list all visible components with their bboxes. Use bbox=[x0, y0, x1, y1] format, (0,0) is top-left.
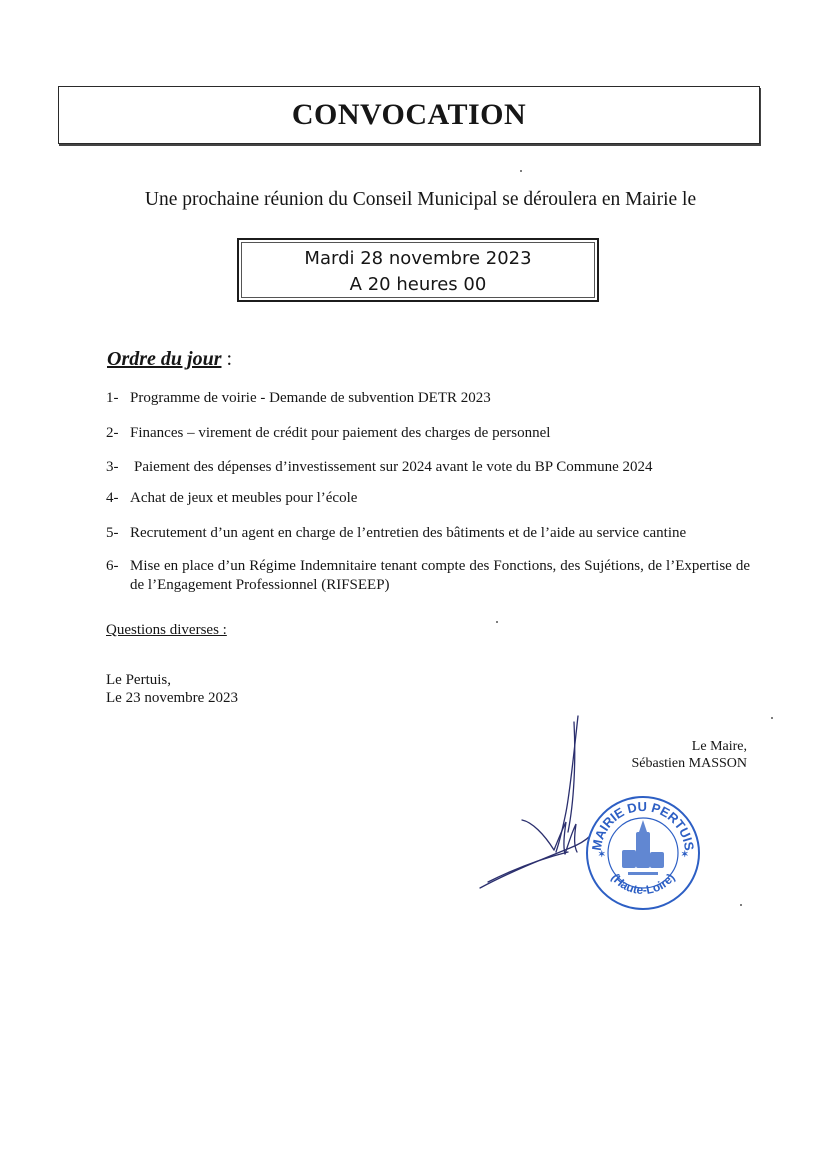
agenda-item-text: Paiement des dépenses d’investissement sur 2024 avant le vote du BP Commune 2024 bbox=[134, 459, 653, 475]
agenda-heading-suffix: : bbox=[221, 348, 233, 370]
agenda-item-text: Recrutement d’un agent en charge de l’entretien des bâtiments et de l’aide au service cantine bbox=[130, 525, 687, 541]
document-title: CONVOCATION bbox=[291, 98, 527, 131]
letter-date: Le 23 novembre 2023 bbox=[106, 690, 239, 706]
agenda-item bbox=[106, 424, 750, 443]
signature-strokes bbox=[480, 716, 590, 888]
agenda-item-text: Finances – virement de crédit pour paiement des charges de personnel bbox=[130, 425, 551, 441]
title-box bbox=[58, 86, 760, 144]
agenda-heading bbox=[107, 348, 232, 371]
agenda-item-text: Achat de jeux et meubles pour l’école bbox=[130, 490, 358, 506]
scan-speck bbox=[496, 621, 498, 623]
agenda-item-number: 6- bbox=[106, 558, 119, 574]
agenda-item bbox=[106, 557, 750, 595]
stamp-emblem-icon bbox=[622, 820, 664, 875]
agenda-item bbox=[106, 458, 750, 477]
agenda-item bbox=[106, 389, 750, 408]
agenda-item bbox=[106, 489, 750, 508]
meeting-date: Mardi 28 novembre 2023 bbox=[304, 248, 532, 269]
town-hall-stamp bbox=[584, 794, 702, 912]
intro-text: Une prochaine réunion du Conseil Municipal se déroulera en Mairie le bbox=[144, 189, 697, 210]
scan-speck bbox=[771, 717, 773, 719]
meeting-date-box bbox=[237, 238, 599, 302]
place-date bbox=[106, 671, 238, 707]
agenda-item-number: 5- bbox=[106, 525, 119, 541]
place: Le Pertuis, bbox=[106, 672, 171, 688]
agenda-heading-label: Ordre du jour bbox=[107, 348, 222, 370]
stamp-top-text: MAIRIE DU PERTUIS bbox=[588, 798, 698, 852]
stamp-star-icon: ✶ bbox=[598, 849, 606, 859]
agenda-item-text: Mise en place d’un Régime Indemnitaire tenant compte des Fonctions, des Sujétions, de l’Expertise de de l’Engagement Professionnel (RIFSEEP) bbox=[130, 558, 750, 593]
agenda-item-number: 1- bbox=[106, 390, 119, 406]
agenda-item bbox=[106, 524, 750, 543]
agenda-item-text: Programme de voirie - Demande de subvention DETR 2023 bbox=[130, 390, 491, 406]
stamp-bottom-text: (Haute-Loire) bbox=[608, 870, 678, 898]
agenda-item-number: 3- bbox=[106, 459, 119, 475]
signer-block bbox=[631, 738, 747, 772]
signer-name: Sébastien MASSON bbox=[631, 756, 747, 771]
stamp-star-icon: ✶ bbox=[681, 849, 689, 859]
questions-diverses: Questions diverses : bbox=[106, 622, 227, 638]
agenda-item-number: 2- bbox=[106, 425, 119, 441]
agenda-item-number: 4- bbox=[106, 490, 119, 506]
scan-speck bbox=[740, 904, 742, 906]
meeting-time: A 20 heures 00 bbox=[349, 274, 487, 295]
scan-speck bbox=[520, 170, 522, 172]
signer-role: Le Maire, bbox=[691, 739, 747, 754]
